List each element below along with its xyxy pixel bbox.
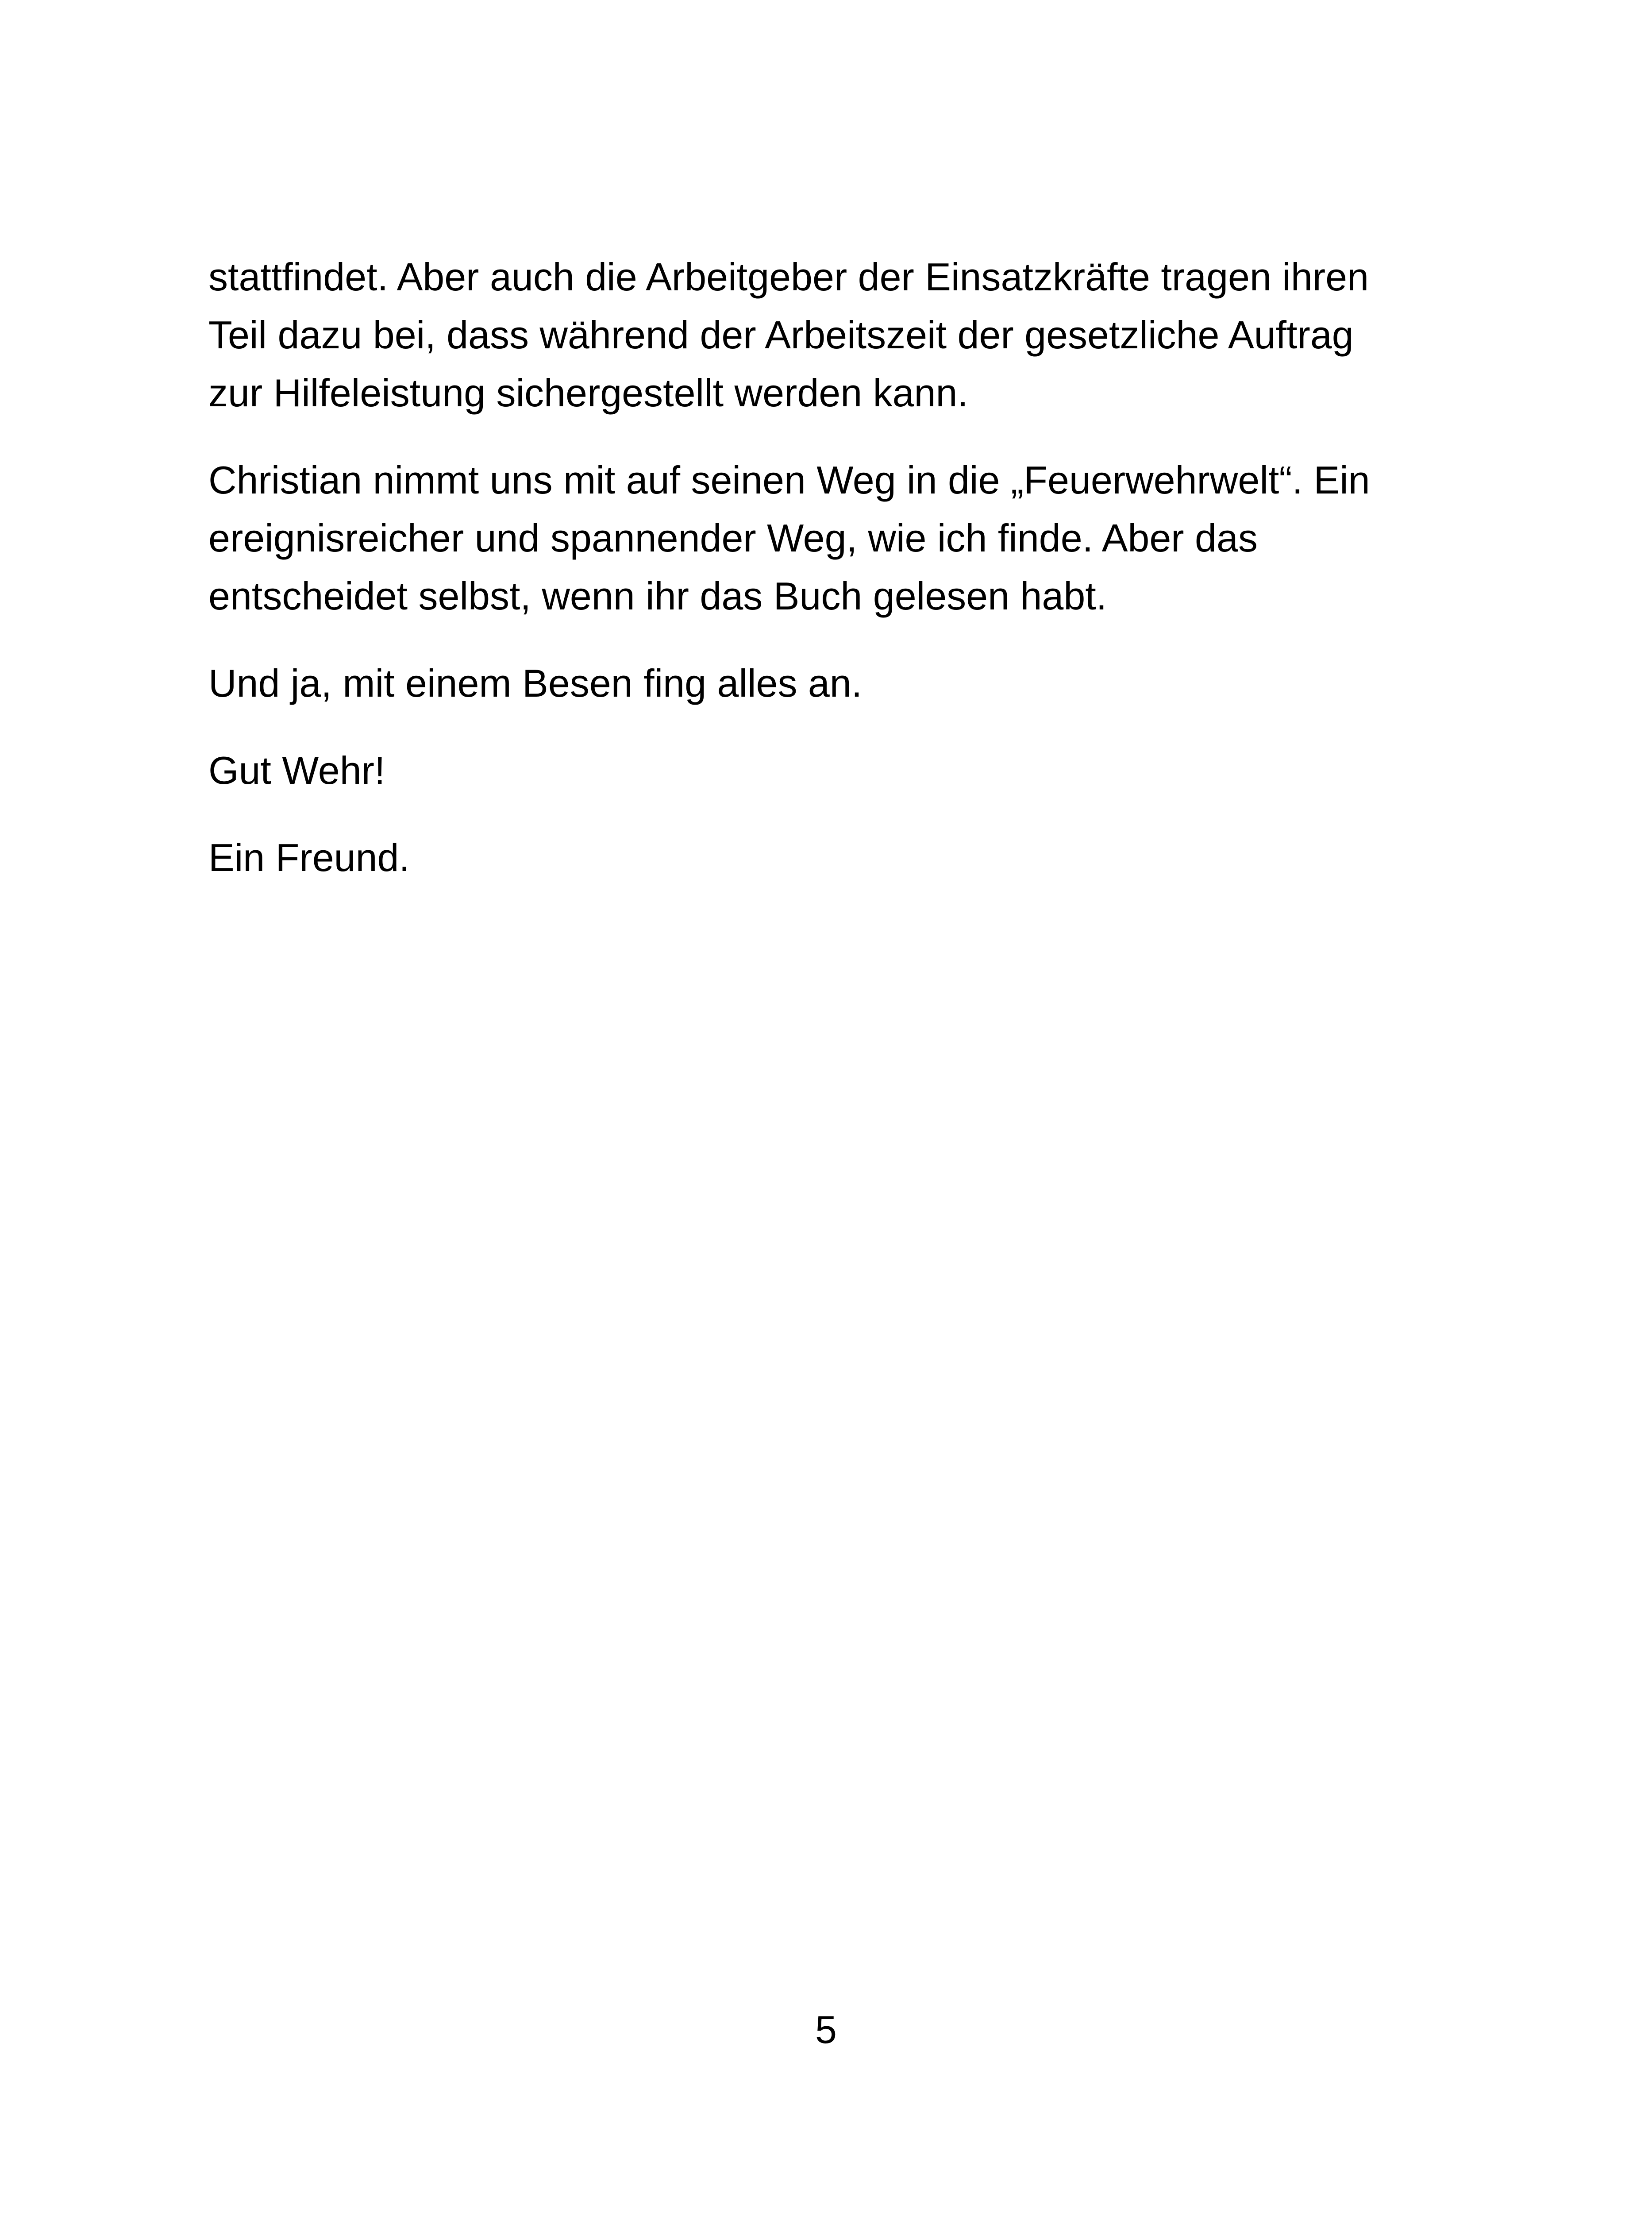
signature	[208, 829, 1403, 887]
paragraph	[208, 451, 1403, 625]
greeting	[208, 741, 1403, 799]
page-number: 5	[815, 2008, 837, 2051]
paragraph	[208, 654, 1403, 712]
text-line: stattfindet. Aber auch die Arbeitgeber der Einsatzkräfte tragen ihren	[208, 255, 1369, 299]
text-line: Christian nimmt uns mit auf seinen Weg in die „Feuerwehrwelt“. Ein	[208, 458, 1370, 502]
text-line: Und ja, mit einem Besen fing alles an.	[208, 661, 863, 705]
text-line: zur Hilfeleistung sichergestellt werden kann.	[208, 371, 968, 415]
text-line: entscheidet selbst, wenn ihr das Buch gelesen habt.	[208, 574, 1107, 618]
paragraph	[208, 248, 1403, 422]
text-line: ereignisreicher und spannender Weg, wie ich finde. Aber das	[208, 516, 1258, 560]
text-line: Ein Freund.	[208, 836, 410, 879]
text-line: Gut Wehr!	[208, 748, 385, 792]
body-text	[208, 248, 1403, 916]
text-line: Teil dazu bei, dass während der Arbeitszeit der gesetzliche Auftrag	[208, 313, 1354, 357]
